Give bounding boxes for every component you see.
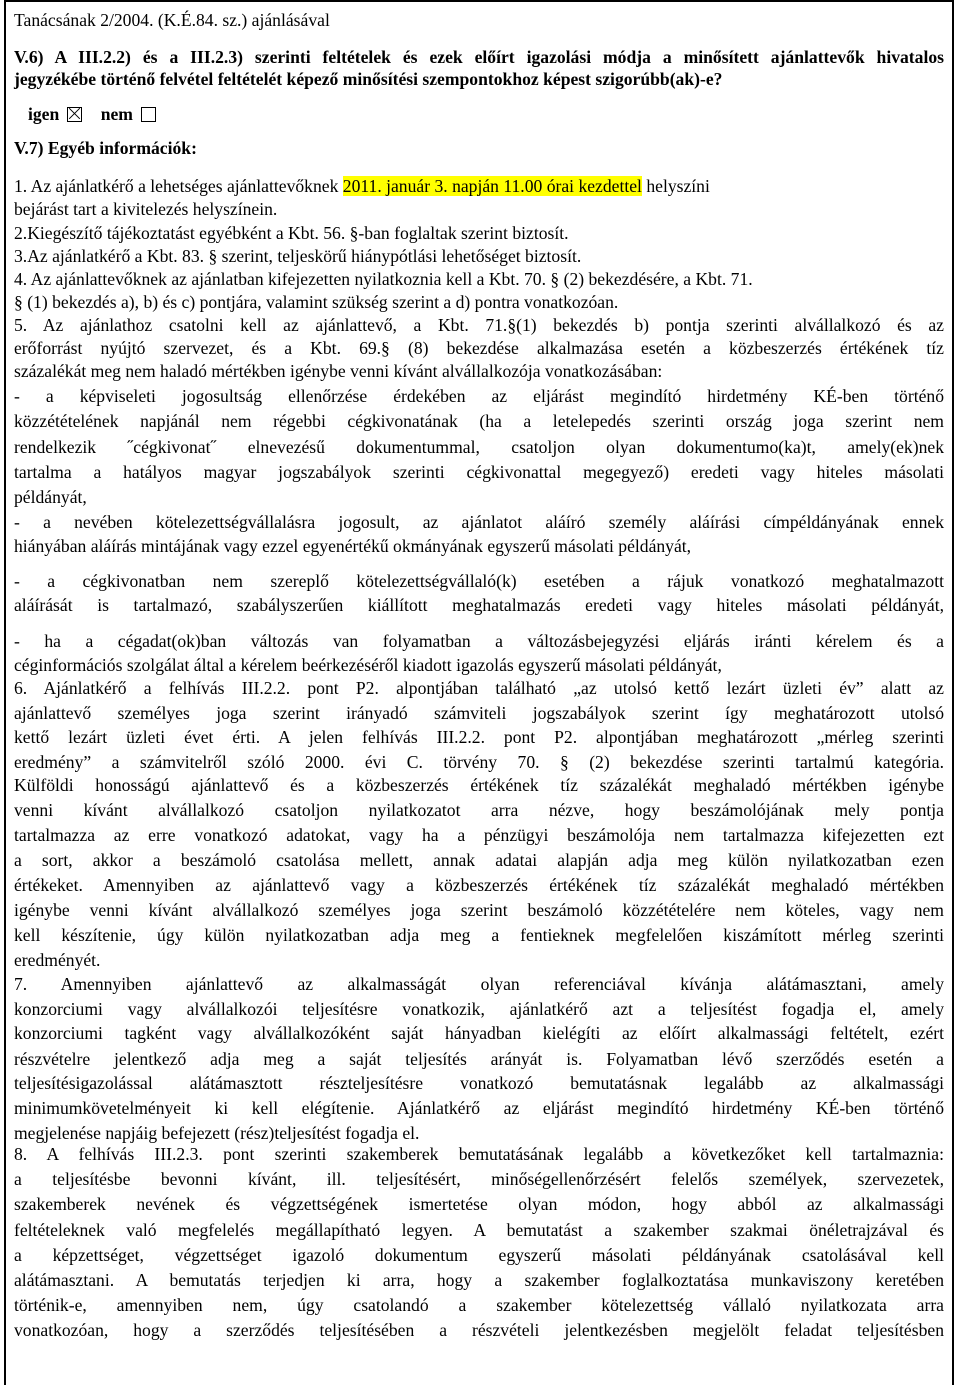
body-line: részvételre jelentkező adja meg a saját teljesítés arányát is. Folyamatban lévő szerződés esetén a <box>14 1049 944 1069</box>
body-line: - a képviseleti jogosultság ellenőrzése érdekében az eljárást megindító hirdetmény KÉ-ben történő <box>14 386 944 406</box>
body-line: közzétételének napjánál nem régebbi cégkivonatának (ha a letelepedés szerinti ország joga szerint nem <box>14 411 944 431</box>
body-line: konzorciumi vagy alvállalkozói teljesítésre vonatkozik, ajánlatkérő azt a teljesítést fogadja el, amely <box>14 999 944 1019</box>
body-line: 7. Amennyiben ajánlattevő az alkalmasságát olyan referenciával kívánja alátámasztani, amely <box>14 974 944 994</box>
section-title: V.7) Egyéb információk: <box>14 138 197 158</box>
body-line: erőforrást nyújtó szervezet, és a Kbt. 69.§ (8) bekezdése alkalmazása esetén a közbeszerzés értékének tíz <box>14 338 944 358</box>
yes-checkbox[interactable] <box>67 107 82 122</box>
item-1-line-2: bejárást tart a kivitelezés helyszínein. <box>14 199 278 219</box>
body-line: a képzettséget, végzettséget igazoló dokumentum egyszerű másolati példányának csatolásával kell <box>14 1245 944 1265</box>
body-line: megjelenése napjáig befejezett (rész)teljesítést fogadja el. <box>14 1123 420 1143</box>
body-line: rendelkezik ˝cégkivonat˝ elnevezésű dokumentummal, csatoljon olyan dokumentumo(ka)t, amely(ek)nek <box>14 437 944 457</box>
body-line: 4. Az ajánlattevőknek az ajánlatban kifejezetten nyilatkoznia kell a Kbt. 70. § (2) bekezdésére, a Kbt. 71. <box>14 269 753 289</box>
body-line: szakemberek nevének és végzettségének ismertetése olyan módon, hogy abból az alkalmassági <box>14 1194 944 1214</box>
question-line-2: jegyzékébe történő felvétel feltételét képező minősítési szempontokhoz képest szigorúbb(ak)-e? <box>14 69 723 89</box>
body-line: értékeket. Amennyiben az ajánlattevő vagy a közbeszerzés értékének tíz százalékát meghaladó mértékben <box>14 875 944 895</box>
body-line: aláírását is tartalmazó, szabályszerűen kiállított meghatalmazás eredeti vagy hiteles másolati példányát, <box>14 595 944 615</box>
body-line: vonatkozóan, hogy a szerződés teljesítésében a részvételi jelentkezésben megjelölt feladat teljesítésben <box>14 1320 944 1340</box>
body-line: eredményét. <box>14 950 101 970</box>
no-checkbox[interactable] <box>141 107 156 122</box>
body-line: minimumkövetelményeit ki kell elégítenie. Ajánlatkérő az eljárást megindító hirdetmény KÉ-ben történő <box>14 1098 944 1118</box>
body-line: venni kívánt alvállalkozó csatoljon nyilatkozatot arra nézve, hogy beszámolójának mely pontja <box>14 800 944 820</box>
body-line: - a cégkivonatban nem szereplő kötelezettségvállaló(k) esetében a rájuk vonatkozó meghatalmazott <box>14 571 944 591</box>
body-line: kettő lezárt üzleti évet érti. A jelen felhívás III.2.2. pont P2. alpontjában meghatározott „mérleg szerinti <box>14 727 944 747</box>
body-line: hiányában aláírás mintájának vagy ezzel egyenértékű okmányának egyszerű másolati példányát, <box>14 536 692 556</box>
body-line: 3.Az ajánlatkérő a Kbt. 83. § szerint, teljeskörű hiánypótlási lehetőséget biztosít. <box>14 246 582 266</box>
body-line: tartalmazza az erre vonatkozó adatokat, vagy ha a pénzügyi beszámolója nem tartalmazza kifejezetten ezt <box>14 825 944 845</box>
body-line: a sort, akkor a beszámoló csatolása mellett, annak adatai alapján adja meg külön nyilatkozatban ezen <box>14 850 944 870</box>
body-line: ajánlattevő személyes joga szerint irányadó számviteli jogszabályok szerint így meghatározott utolsó <box>14 703 944 723</box>
body-line: 5. Az ajánlathoz csatolni kell az ajánlattevő, a Kbt. 71.§(1) bekezdés b) pontja szerinti alvállalkozó és az <box>14 315 944 335</box>
item-1-line-1 <box>14 175 944 197</box>
header-line: Tanácsának 2/2004. (K.É.84. sz.) ajánlásával <box>14 10 330 30</box>
body-line: 6. Ajánlatkérő a felhívás III.2.2. pont P2. alpontjában található „az utolsó kettő lezárt üzleti év” alatt az <box>14 678 944 698</box>
option-yes-label: igen <box>28 104 60 124</box>
body-line: konzorciumi tagként vagy alvállalkozóként saját hányadban kielégíti az előírt alkalmassági feltételt, ezért <box>14 1023 944 1043</box>
body-line: a teljesítésbe bevonni kívánt, ill. teljesítésért, minőségellenőrzésért felelős személyek, szervezetek, <box>14 1169 944 1189</box>
body-line: tartalma a hatályos magyar jogszabályok szerinti cégkivonattal megegyező) eredeti vagy hiteles másolati <box>14 462 944 482</box>
body-line: példányát, <box>14 487 87 507</box>
body-line: § (1) bekezdés a), b) és c) pontjára, valamint szükség szerint a d) pontra vonatkozóan. <box>14 292 619 312</box>
body-line: 2.Kiegészítő tájékoztatást egyébként a Kbt. 56. §-ban foglaltak szerint biztosít. <box>14 223 569 243</box>
highlighted-date: 2011. január 3. napján 11.00 órai kezdettel <box>342 176 642 196</box>
body-line: 8. A felhívás III.2.3. pont szerinti szakemberek bemutatásának legalább a következőket kell tartalmaznia: <box>14 1144 944 1164</box>
body-line: történik-e, amennyiben nem, úgy csatolandó a szakember kötelezettség vállaló nyilatkozata arra <box>14 1295 944 1315</box>
body-line: Külföldi honosságú ajánlattevő és a közbeszerzés értékének tíz százalékát meghaladó mértékben igénybe <box>14 775 944 795</box>
yes-no-options <box>14 103 944 125</box>
body-line: - ha a cégadat(ok)ban változás van folyamatban a változásbejegyzési eljárás iránti kérelem és a <box>14 631 944 651</box>
option-no-label: nem <box>100 104 133 124</box>
item-1-suffix: helyszíni <box>641 176 710 196</box>
question-line-1: V.6) A III.2.2) és a III.2.3) szerinti feltételek és ezek előírt igazolási módja a minősített ajánlattevők hivatalos <box>14 47 944 67</box>
item-1-prefix: 1. Az ajánlatkérő a lehetséges ajánlattevőknek <box>14 176 343 196</box>
body-line: igénybe venni kívánt alvállalkozó személyes joga szerint beszámoló közzétételére nem köteles, vagy nem <box>14 900 944 920</box>
body-line: eredmény” a számvitelről szóló 2000. évi C. törvény 70. § (2) bekezdése szerinti tartalmú kategória. <box>14 752 944 772</box>
body-line: alátámasztani. A bemutatás terjedjen ki arra, hogy a szakember foglalkoztatása munkaviszony keretében <box>14 1270 944 1290</box>
body-line: kell készítenie, úgy külön nyilatkozatban adja meg a fentieknek megfelelően kiszámított mérleg szerinti <box>14 925 944 945</box>
body-line: céginformációs szolgálat által a kérelem beérkezéséről kiadott igazolás egyszerű másolati példányát, <box>14 655 722 675</box>
body-line: feltételeknek való megfelelés megállapítható legyen. A bemutatást a szakember szakmai önéletrajzával és <box>14 1220 944 1240</box>
body-line: teljesítésigazolással alátámasztott részteljesítésre vonatkozó bemutatásnak legalább az alkalmassági <box>14 1073 944 1093</box>
body-line: százalékát meg nem haladó mértékben igénybe venni kívánt alvállalkozója vonatkozásában: <box>14 361 663 381</box>
body-line: - a nevében kötelezettségvállalásra jogosult, az ajánlatot aláíró személy aláírási címpéldányának ennek <box>14 512 944 532</box>
